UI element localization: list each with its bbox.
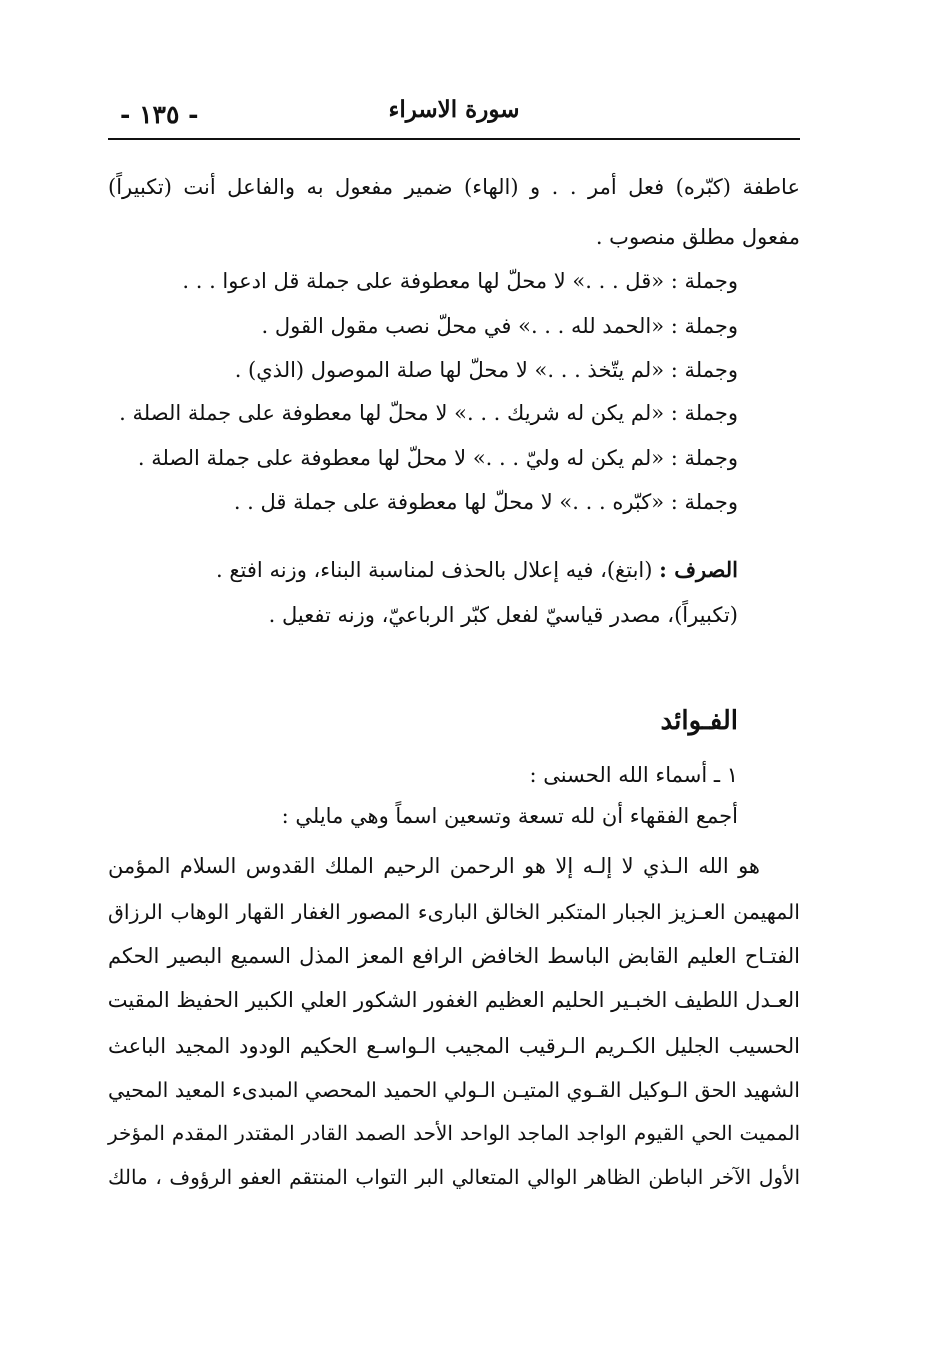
fawaid-intro: أجمع الفقهاء أن لله تسعة وتسعين اسماً وهي مايلي :: [281, 804, 738, 828]
names-line-6: الشهيد الحق الـوكيل القـوي المتيـن الـولي الحميد المحصي المبدىء المعيد المحيي: [108, 1078, 800, 1102]
names-line-7: المميت الحي القيوم الواجد الماجد الواحد الأحد الصمد القادر المقتدر المقدم المؤخر: [108, 1121, 801, 1145]
sarf-label: الصرف :: [659, 557, 738, 582]
page-number: - ١٣٥ -: [120, 100, 199, 129]
sarf-line-1: [216, 555, 738, 585]
irab-line-1: عاطفة (كبّره) فعل أمر . . و (الهاء) ضمير مفعول به والفاعل أنت (تكبيراً): [108, 175, 800, 199]
sarf-line-2: (تكبيراً)، مصدر قياسيّ لفعل كبّر الرباعيّ، وزنه تفعيل .: [268, 603, 738, 627]
irab-line-2: مفعول مطلق منصوب .: [595, 225, 800, 249]
fawaid-heading: الفـوائد: [660, 706, 738, 736]
sentence-5: وجملة : «لم يكن له وليّ . . .» لا محلّ لها معطوفة على جملة الصلة .: [137, 446, 738, 470]
page-header: [108, 88, 800, 140]
sentence-6: وجملة : «كبّره . . .» لا محلّ لها معطوفة على جملة قل . .: [233, 490, 738, 514]
names-line-1: هو الله الـذي لا إلـه إلا هو الرحمن الرحيم الملك القدوس السلام المؤمن: [108, 854, 760, 878]
names-line-3: الفتـاح العليم القابض الباسط الخافض الرافع المعز المذل السميع البصير الحكم: [108, 944, 800, 968]
names-line-2: المهيمن العـزيز الجبار المتكبر الخالق البارىء المصور الغفار القهار الوهاب الرزاق: [108, 900, 800, 924]
sentence-3: وجملة : «لم يتّخذ . . .» لا محلّ لها صلة الموصول (الذي) .: [234, 358, 738, 382]
sentence-4: وجملة : «لم يكن له شريك . . .» لا محلّ لها معطوفة على جملة الصلة .: [119, 401, 738, 425]
sentence-2: وجملة : «الحمد لله . . .» في محلّ نصب مقول القول .: [261, 314, 738, 338]
fawaid-item-title: ١ ـ أسماء الله الحسنى :: [529, 763, 738, 787]
chapter-title: سورة الاسراء: [388, 96, 520, 123]
sarf-line-1-text: (ابتغ)، فيه إعلال بالحذف لمناسبة البناء، وزنه افتع .: [216, 558, 660, 582]
names-line-8: الأول الآخر الباطن الظاهر الوالي المتعالي البر التواب المنتقم العفو الرؤوف ، مالك: [108, 1165, 800, 1189]
names-line-5: الحسيب الجليل الكـريم الـرقيب المجيب الـواسـع الحكيم الودود المجيد الباعث: [108, 1034, 800, 1058]
names-line-4: العـدل اللطيف الخبـير الحليم العظيم الغفور الشكور العلي الكبير الحفيظ المقيت: [107, 988, 800, 1012]
sentence-1: وجملة : «قل . . .» لا محلّ لها معطوفة على جملة قل ادعوا . . .: [182, 269, 738, 293]
